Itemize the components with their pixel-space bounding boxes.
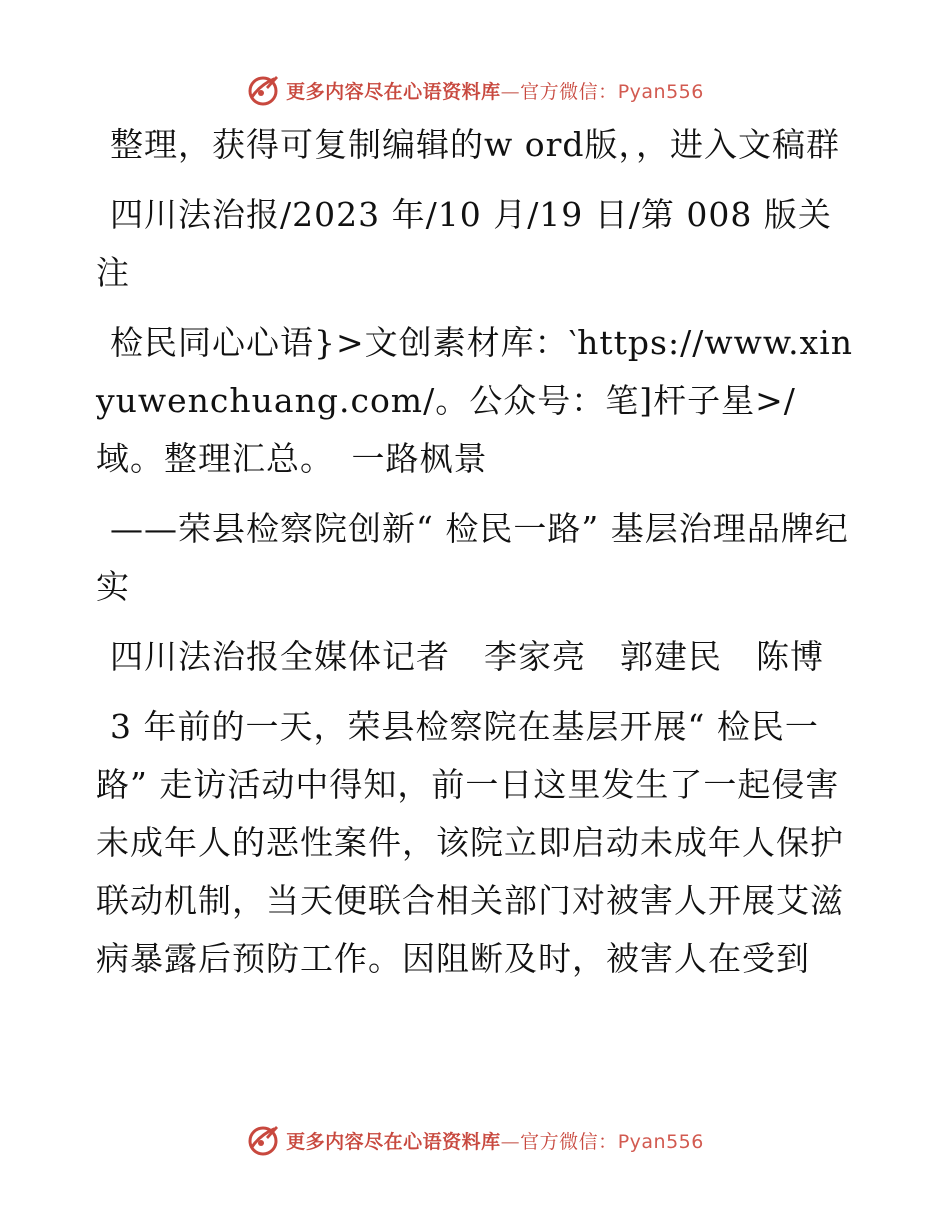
banner-content [246, 1123, 704, 1157]
paragraph-subtitle: ——荣县检察院创新“ 检民一路” 基层治理品牌纪实 [96, 509, 849, 606]
paragraph-title: 检民同心心语}>文创素材库：‵https://www.xinyuwenchuang.com/。公众号：笔]杆子星>/域。整理汇总。 一路枫景 [96, 323, 854, 478]
banner-content [246, 73, 704, 107]
banner-strong-text: 更多内容尽在心语资料库 [286, 1130, 501, 1153]
pen-logo-icon [246, 73, 280, 107]
banner-text [286, 1127, 704, 1154]
banner-official-text: 官方微信： [520, 1130, 618, 1153]
banner-official-text: 官方微信： [520, 80, 618, 103]
pen-logo-icon [246, 1123, 280, 1157]
paragraph-intro: 整理，获得可复制编辑的w ord版，，进入文稿群 [110, 125, 841, 164]
paragraph-source: 四川法治报/2023 年/10 月/19 日/第 008 版关注 [96, 195, 832, 292]
document-body [96, 116, 856, 1000]
banner-wechat-handle: Pyan556 [617, 1130, 704, 1153]
banner-strong-text: 更多内容尽在心语资料库 [286, 80, 501, 103]
banner-wechat-handle: Pyan556 [617, 80, 704, 103]
paragraph-body: 3 年前的一天，荣县检察院在基层开展“ 检民一路” 走访活动中得知，前一日这里发生了一起侵害未成年人的恶性案件，该院立即启动未成年人保护联动机制，当天便联合相关部门对被害人开展艾滋病暴露后预防工作。因阻断及时，被害人在受到 [96, 707, 844, 978]
banner-text [286, 77, 704, 104]
paragraph-byline: 四川法治报全媒体记者 李家亮 郭建民 陈博 [110, 637, 824, 676]
watermark-banner-top [0, 70, 950, 110]
banner-separator: — [500, 80, 521, 103]
banner-separator: — [500, 1130, 521, 1153]
watermark-banner-bottom [0, 1120, 950, 1160]
